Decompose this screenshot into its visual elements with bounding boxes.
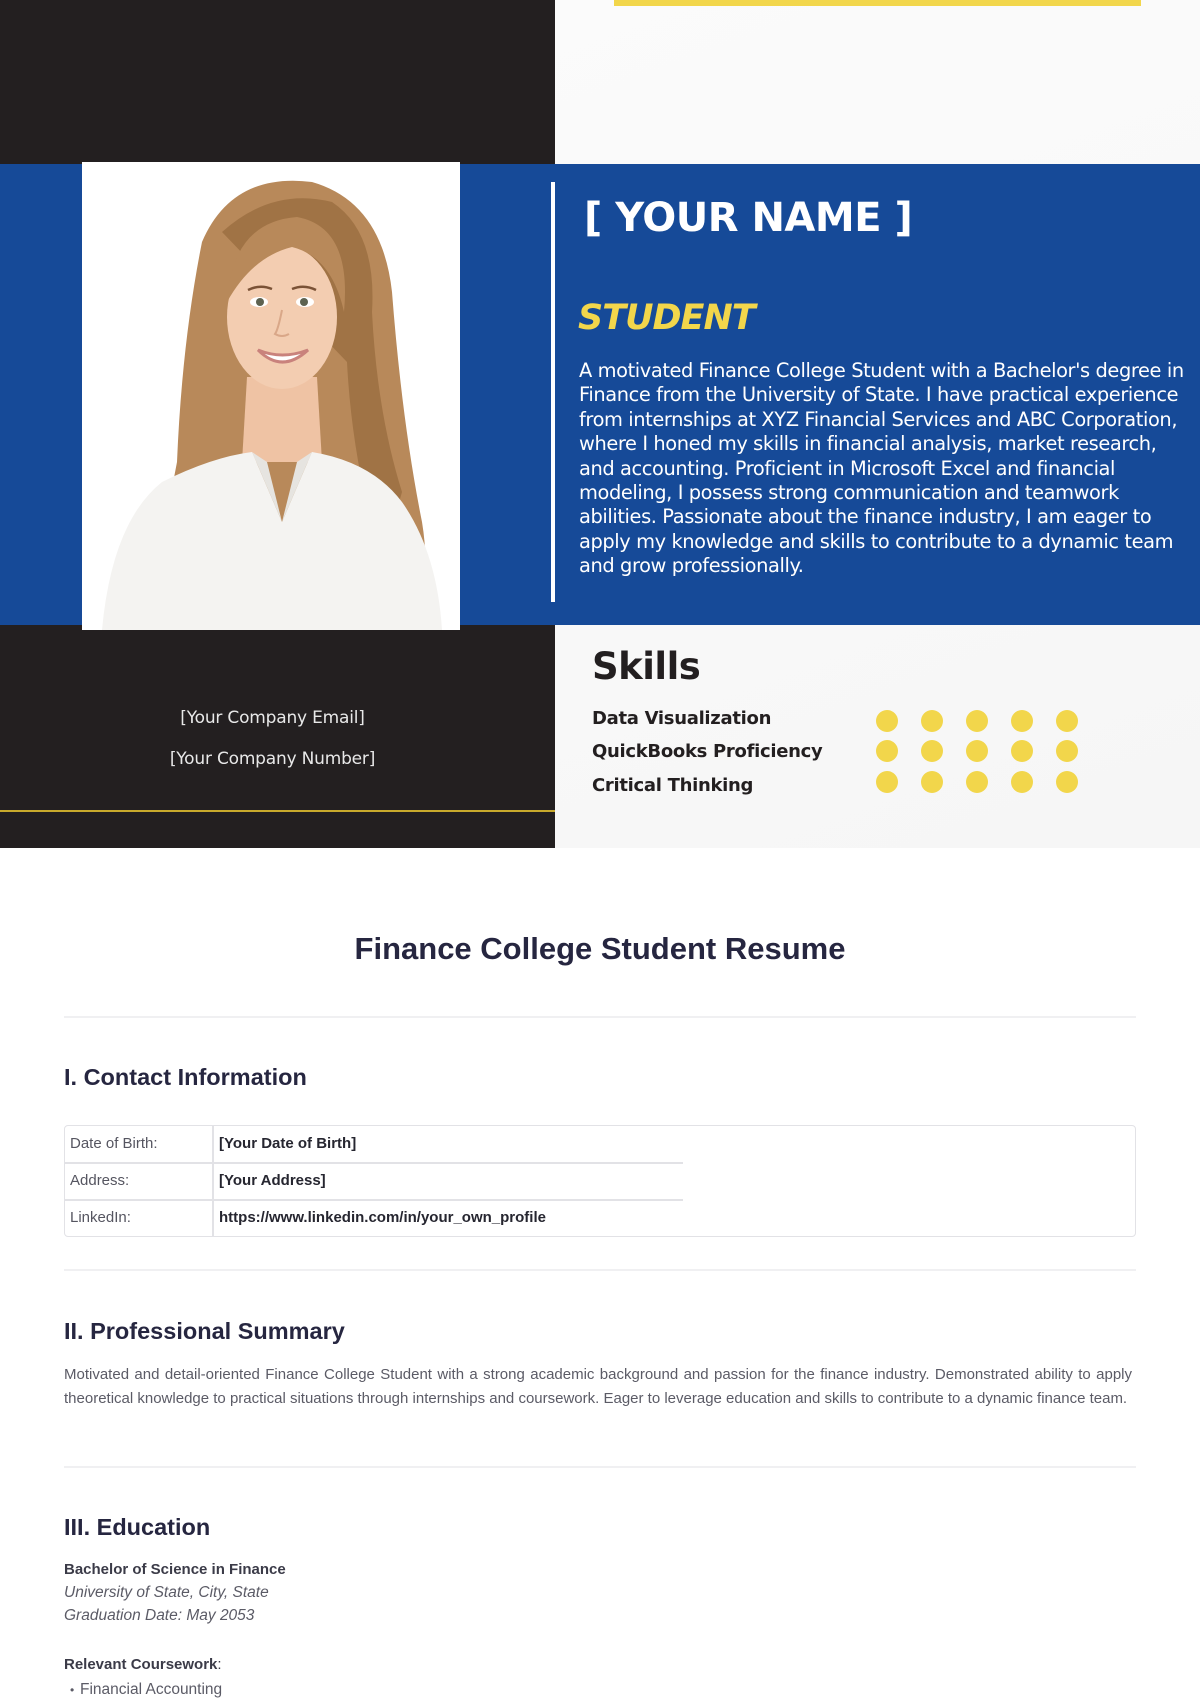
table-row <box>65 1126 685 1163</box>
skill-name: Critical Thinking <box>592 775 754 796</box>
company-number: [Your Company Number] <box>169 749 376 769</box>
education-heading: III. Education <box>64 1514 211 1540</box>
rating-dot-icon <box>1056 710 1078 732</box>
rating-dot-icon <box>921 740 943 762</box>
gold-divider-line <box>0 810 555 812</box>
white-divider-line <box>551 182 555 602</box>
rating-dot-icon <box>876 710 898 732</box>
summary-text: Motivated and detail-oriented Finance College Student with a strong academic background and passion for the finance industry. Demonstrated ability to apply theoretical knowledge to practical situations through internships and coursework. Eager to leverage education and skills to contribute to a dynamic finance team. <box>64 1366 1132 1407</box>
dob-value: [Your Date of Birth] <box>219 1135 357 1152</box>
graduation-date: Graduation Date: May 2053 <box>64 1607 255 1624</box>
coursework-item-text: Financial Accounting <box>80 1681 223 1698</box>
rating-dot-icon <box>1056 771 1078 793</box>
table-row <box>65 1163 685 1200</box>
rating-dot-icon <box>876 740 898 762</box>
coursework-colon: : <box>217 1656 222 1673</box>
document-title: Finance College Student Resume <box>354 931 846 966</box>
skill-rating <box>876 740 1078 762</box>
coursework-label-text: Relevant Coursework <box>64 1656 218 1673</box>
rating-dot-icon <box>966 771 988 793</box>
summary-heading: II. Professional Summary <box>64 1318 345 1344</box>
section-divider <box>64 1466 1136 1468</box>
resume-banner <box>0 0 1200 848</box>
skill-row <box>592 741 1112 771</box>
bullet-icon: • <box>70 1683 75 1697</box>
coursework-label <box>64 1656 222 1673</box>
contact-table <box>64 1125 1136 1237</box>
rating-dot-icon <box>1056 740 1078 762</box>
candidate-bio: A motivated Finance College Student with a Bachelor's degree in Finance from the University of State. I have practical experience from internships at XYZ Financial Services and ABC Corporation, where I honed my skills in financial analysis, market research, and accounting. Proficient in Microsoft Excel and financial modeling, I possess strong communication and teamwork abilities. Passionate about the finance industry, I am eager to apply my knowledge and skills to contribute to a dynamic team and grow professionally. <box>579 359 1184 578</box>
degree-name: Bachelor of Science in Finance <box>64 1561 286 1578</box>
section-divider <box>64 1269 1136 1271</box>
rating-dot-icon <box>1011 771 1033 793</box>
skill-row <box>592 775 1112 805</box>
dob-label: Date of Birth: <box>70 1135 158 1152</box>
linkedin-value[interactable]: https://www.linkedin.com/in/your_own_profile <box>219 1209 546 1226</box>
candidate-role: STUDENT <box>578 298 755 338</box>
table-row <box>65 1200 685 1237</box>
contact-heading: I. Contact Information <box>64 1064 307 1090</box>
portrait-image-icon <box>82 162 460 630</box>
address-label: Address: <box>70 1172 130 1189</box>
section-divider <box>64 1016 1136 1018</box>
school-name: University of State, City, State <box>64 1584 269 1601</box>
skill-name: QuickBooks Proficiency <box>592 741 823 762</box>
coursework-list <box>70 1679 222 1700</box>
rating-dot-icon <box>921 710 943 732</box>
address-value: [Your Address] <box>219 1172 326 1189</box>
rating-dot-icon <box>966 710 988 732</box>
rating-dot-icon <box>1011 710 1033 732</box>
yellow-accent-bar <box>614 0 1141 6</box>
skill-name: Data Visualization <box>592 708 772 729</box>
skill-rating <box>876 710 1078 732</box>
skill-rating <box>876 771 1078 793</box>
skill-row <box>592 708 1112 738</box>
candidate-name: [ YOUR NAME ] <box>584 195 913 241</box>
rating-dot-icon <box>966 740 988 762</box>
profile-photo <box>82 162 460 630</box>
coursework-item <box>70 1679 222 1700</box>
company-email: [Your Company Email] <box>180 708 365 728</box>
skills-heading: Skills <box>592 645 701 688</box>
rating-dot-icon <box>1011 740 1033 762</box>
rating-dot-icon <box>876 771 898 793</box>
rating-dot-icon <box>921 771 943 793</box>
linkedin-label: LinkedIn: <box>70 1209 131 1226</box>
